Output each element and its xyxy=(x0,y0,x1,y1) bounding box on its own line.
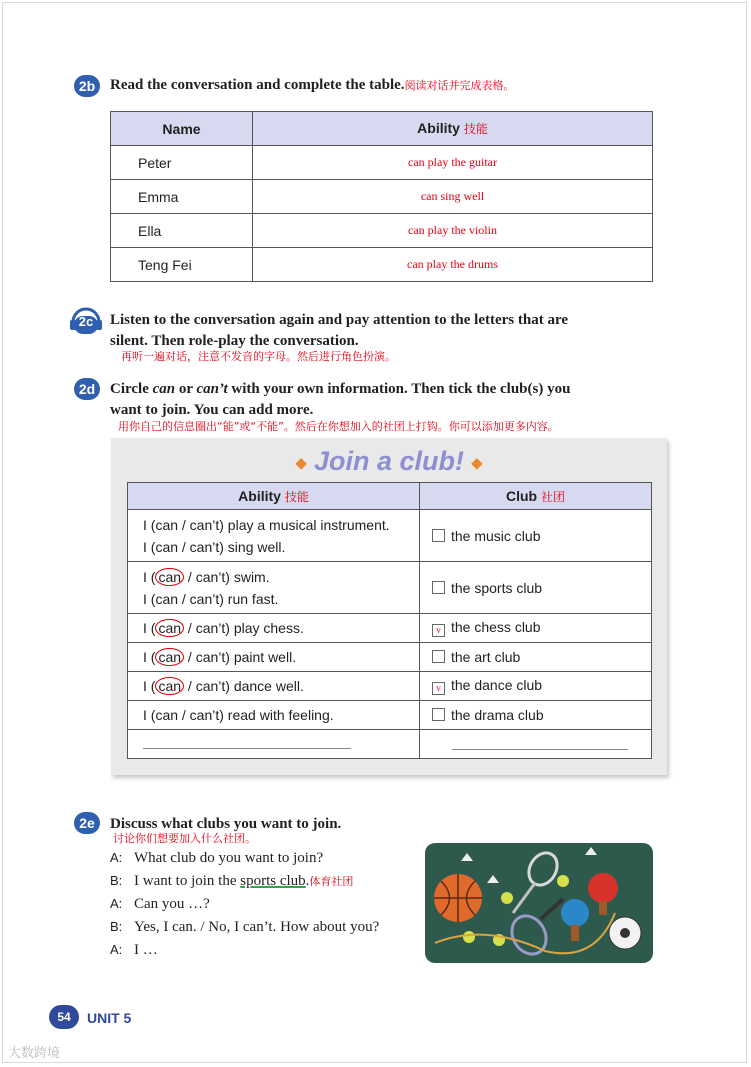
section-2b-heading: Read the conversation and complete the table.阅读对话并完成表格。 xyxy=(110,77,515,93)
checkbox-ticked[interactable]: v xyxy=(432,682,445,695)
table-row: Ella can play the violin xyxy=(111,214,653,248)
blank-input-line[interactable] xyxy=(452,735,628,750)
table-row: I ( can / can’t) dance well. v the dance club xyxy=(128,672,652,701)
section-2d-zh: 用你自己的信息圈出“能”或“不能”。然后在你想加入的社团上打钩。你可以添加更多内容。 xyxy=(118,420,559,433)
circled-can[interactable]: can xyxy=(155,648,184,666)
table-row: Peter can play the guitar xyxy=(111,146,653,180)
section-2c-zh: 再听一遍对话，注意不发音的字母。然后进行角色扮演。 xyxy=(121,350,396,363)
diamond-icon: ◆ xyxy=(295,454,307,471)
answer-cell[interactable]: can play the violin xyxy=(253,214,653,248)
dialog-line: A: What club do you want to join? xyxy=(110,850,324,866)
table-row: I ( can / can’t) swim. I (can / can’t) run fast. the sports club xyxy=(128,562,652,614)
table-row: I ( can / can’t) paint well. the art club xyxy=(128,643,652,672)
page-number: 54 xyxy=(49,1005,79,1029)
table-row: Emma can sing well xyxy=(111,180,653,214)
section-2e-heading: Discuss what clubs you want to join. xyxy=(110,816,342,832)
checkbox[interactable] xyxy=(432,708,445,721)
dialog-line: A: I … xyxy=(110,942,158,958)
blank-input-line[interactable] xyxy=(143,734,351,749)
dialog-line: A: Can you …? xyxy=(110,896,210,912)
section-2c-heading: Listen to the conversation again and pay attention to the letters that are silent. Then role-play the conversation. xyxy=(110,312,569,349)
section-2b-heading-zh: 阅读对话并完成表格。 xyxy=(404,79,515,92)
checkbox-ticked[interactable]: v xyxy=(432,624,445,637)
col-name-header: Name xyxy=(111,112,253,146)
table-row: I (can / can’t) read with feeling. the drama club xyxy=(128,701,652,730)
diamond-icon: ◆ xyxy=(471,454,483,471)
col-ability-header: Ability 技能 xyxy=(128,483,420,510)
section-2d-badge: 2d xyxy=(74,378,100,400)
section-2e-badge: 2e xyxy=(74,812,100,834)
club-table xyxy=(127,482,652,759)
dialog-line: B: I want to join the sports club.体育社团 xyxy=(110,873,354,889)
answer-cell[interactable]: can play the drums xyxy=(253,248,653,282)
section-2e-zh: 讨论你们想要加入什么社团。 xyxy=(113,832,256,845)
col-club-header: Club 社团 xyxy=(420,483,652,510)
checkbox[interactable] xyxy=(432,650,445,663)
section-2d-heading: Circle can or can’t with your own information. Then tick the club(s) you want to join. You can add more. xyxy=(110,381,571,418)
join-club-title: ◆ Join a club! ◆ xyxy=(295,446,483,476)
answer-cell[interactable]: can sing well xyxy=(253,180,653,214)
ability-table xyxy=(110,111,653,282)
dialog-line: B: Yes, I can. / No, I can’t. How about you? xyxy=(110,919,380,935)
circled-can[interactable]: can xyxy=(155,568,184,586)
table-row: I (can / can’t) play a musical instrument. I (can / can’t) sing well. the music club xyxy=(128,510,652,562)
unit-label: UNIT 5 xyxy=(87,1010,132,1026)
checkbox[interactable] xyxy=(432,529,445,542)
section-2b-badge: 2b xyxy=(74,75,100,97)
sports-equipment-image xyxy=(425,843,653,963)
table-row: I ( can / can’t) play chess. v the chess club xyxy=(128,614,652,643)
table-row: Teng Fei can play the drums xyxy=(111,248,653,282)
circled-can[interactable]: can xyxy=(155,619,184,637)
answer-cell[interactable]: can play the guitar xyxy=(253,146,653,180)
checkbox[interactable] xyxy=(432,581,445,594)
col-ability-header: Ability 技能 xyxy=(253,112,653,146)
headphones-icon: 2c xyxy=(68,304,104,334)
watermark: 大数跨境 xyxy=(8,1046,61,1061)
circled-can[interactable]: can xyxy=(155,677,184,695)
table-row-blank xyxy=(128,730,652,759)
